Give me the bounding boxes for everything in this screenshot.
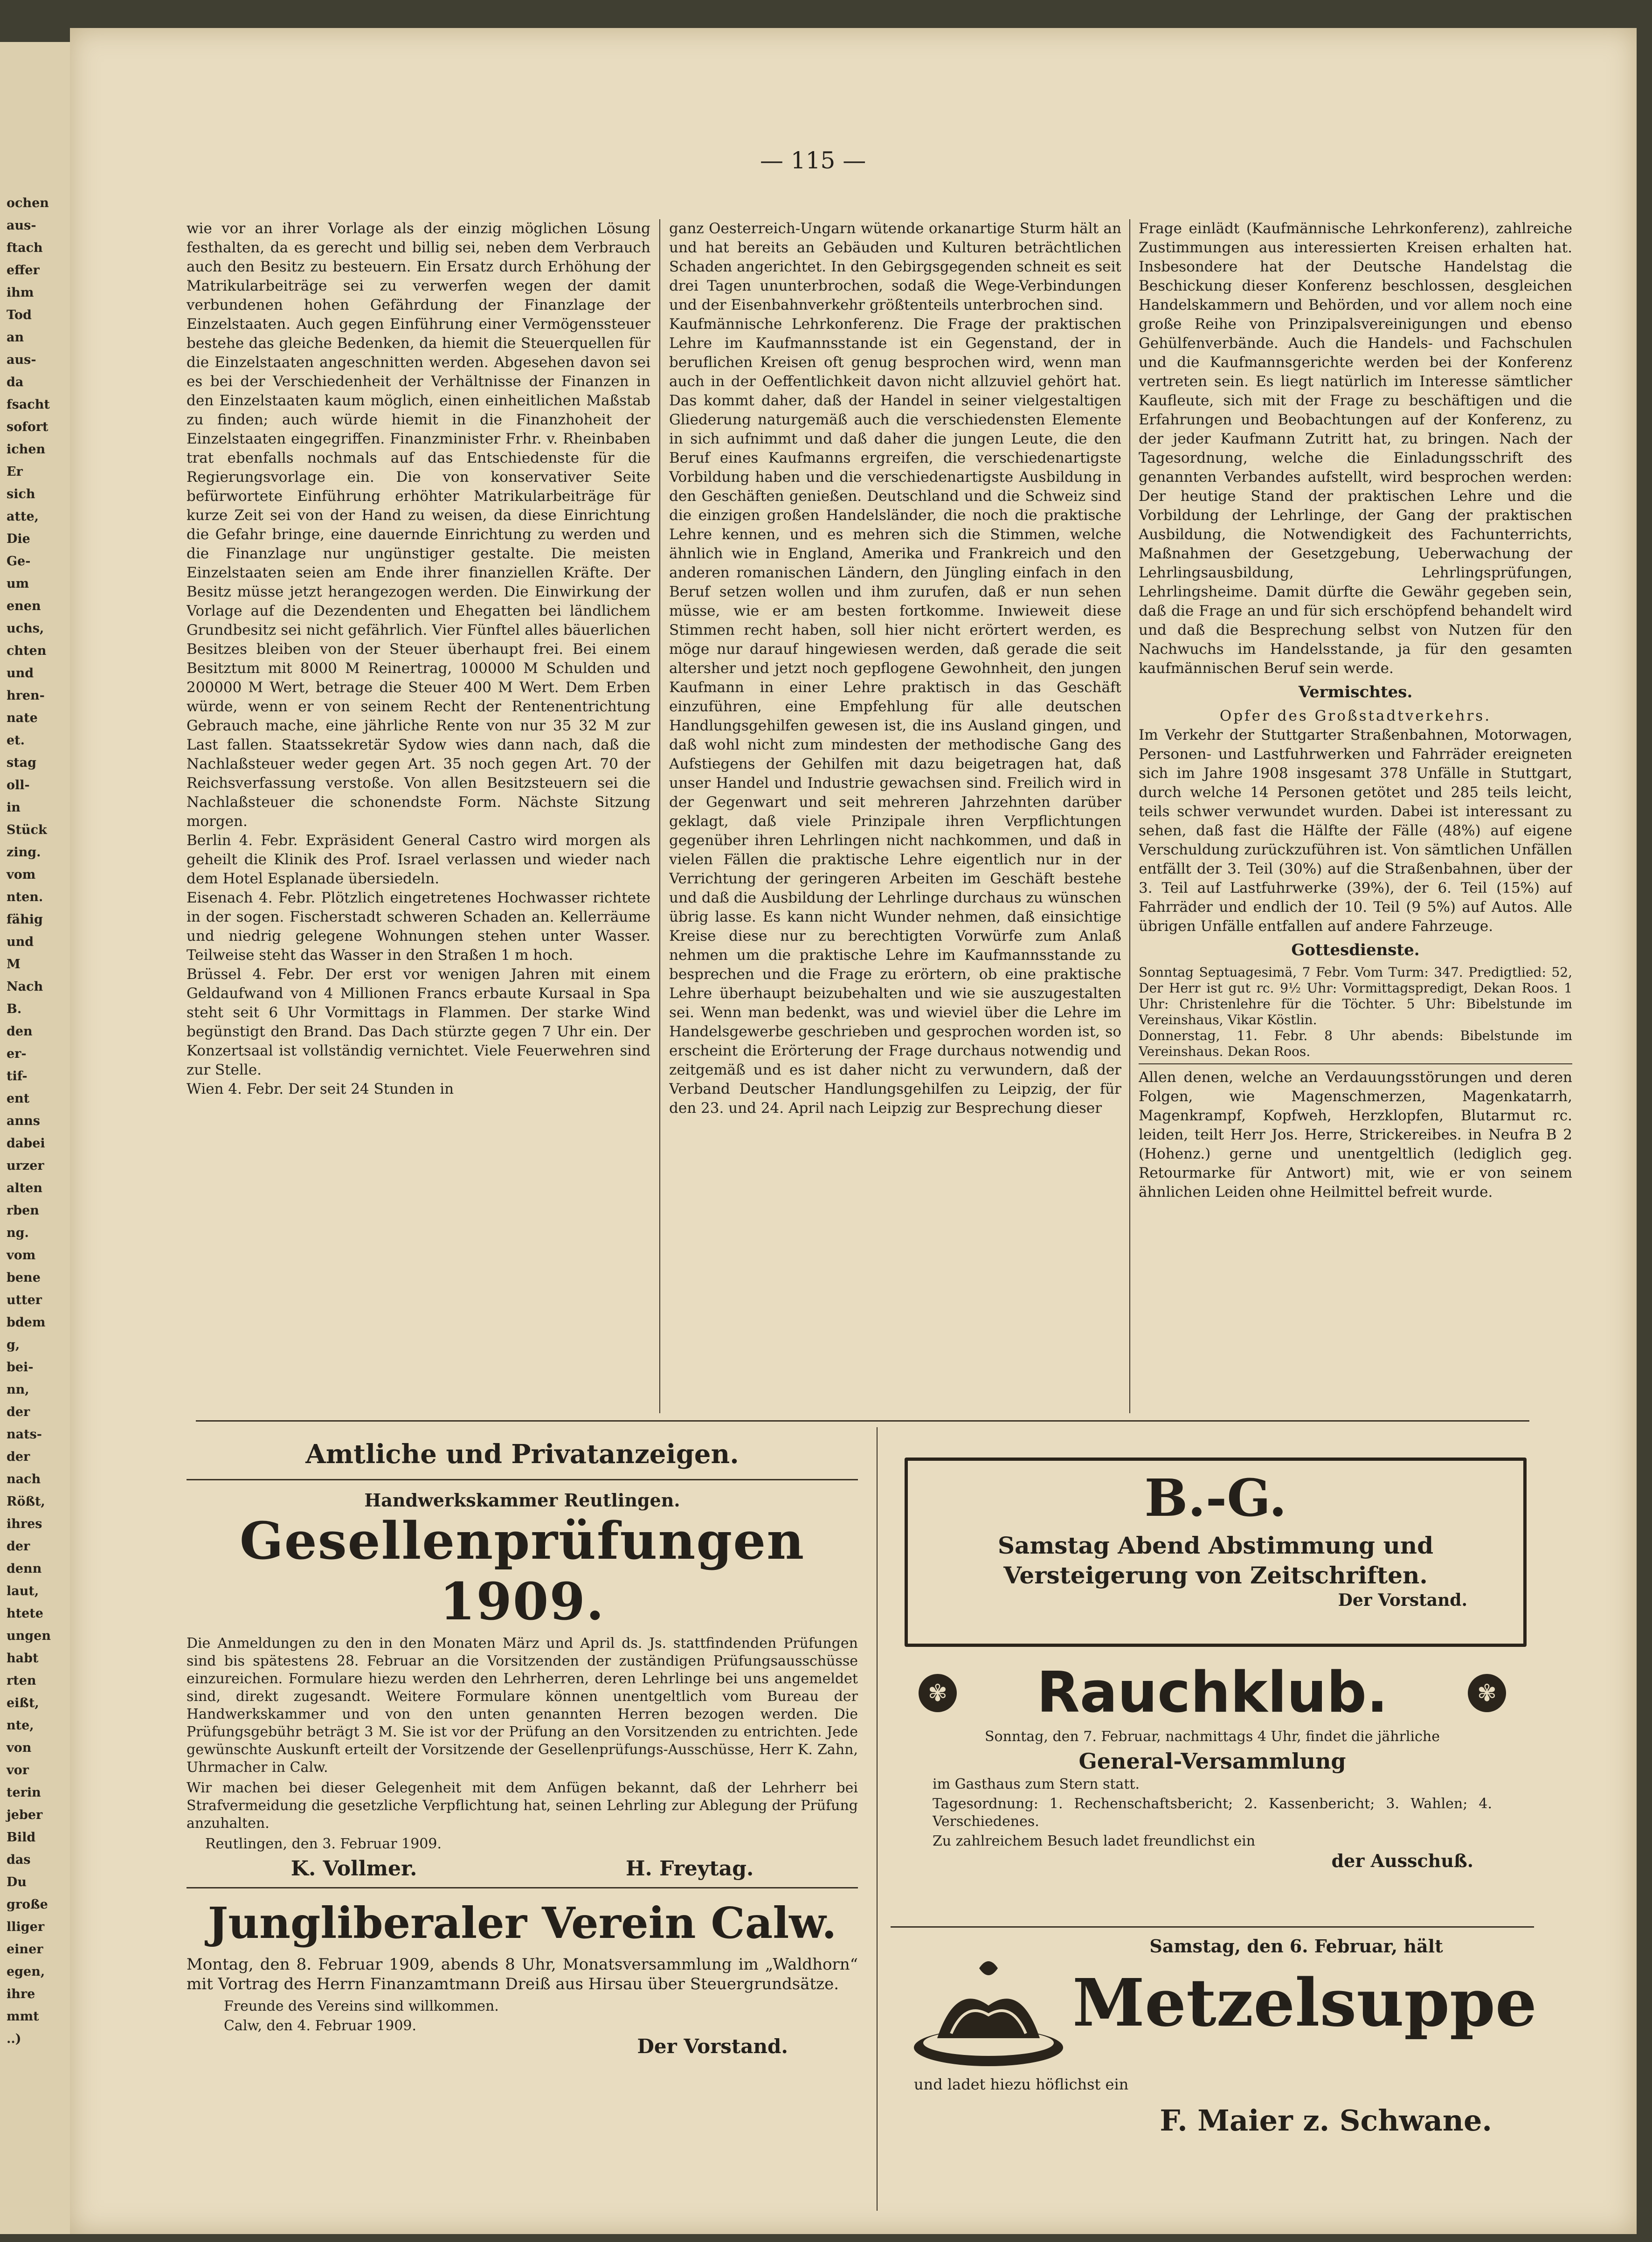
ads-divider	[196, 1420, 1529, 1422]
left-page-fragment: uchs,	[7, 621, 44, 636]
rauchklub-line1: Sonntag, den 7. Februar, nachmittags 4 Uhr, findet die jährliche	[985, 1728, 1440, 1745]
left-page-fragment: nate	[7, 711, 38, 725]
gesellenpruefungen-title: Gesellenprüfungen 1909.	[239, 1511, 805, 1631]
left-page-fragment: anns	[7, 1114, 40, 1128]
column-divider	[659, 219, 660, 1413]
divider	[1139, 1063, 1572, 1064]
sausage-platter-icon	[909, 1954, 1068, 2075]
left-page-fragment: htete	[7, 1606, 43, 1621]
left-page-fragment: oll-	[7, 778, 30, 792]
left-page-fragment: alten	[7, 1181, 43, 1195]
ad-rauchklub	[905, 1660, 1520, 1871]
left-page-fragment: egen,	[7, 1964, 45, 1979]
jungliberal-date: Calw, den 4. Februar 1909.	[224, 2018, 417, 2034]
left-page-fragment: Rößt,	[7, 1494, 45, 1509]
gesellenpruefungen-date: Reutlingen, den 3. Februar 1909.	[205, 1836, 442, 1852]
rauchklub-signature: der Ausschuß.	[1331, 1850, 1473, 1871]
left-page-fragment: nach	[7, 1472, 41, 1486]
jungliberal-title: Jungliberaler Verein Calw.	[207, 1898, 837, 1948]
ad-metzelsuppe	[905, 1936, 1537, 2197]
left-page-fragment: nten.	[7, 890, 43, 904]
gottesdienste-sunday: Sonntag Septuagesimä, 7 Febr. Vom Turm: 347. Predigtlied: 52, Der Herr ist gut rc. 9½ Uhr: Vormittagspredigt, Dekan Roos. 1 Uhr: Christenlehre für die Töchter. 5 Uhr: Bibelstunde im Vereinshaus, Vikar Köstlin.	[1139, 965, 1572, 1027]
left-page-fragment: einer	[7, 1942, 43, 1957]
left-page-fragment: rten	[7, 1673, 36, 1688]
bg-title: B.-G.	[1144, 1468, 1287, 1528]
metzelsuppe-signature: F. Maier z. Schwane.	[1160, 2103, 1492, 2138]
column-3	[1139, 219, 1572, 1413]
gesellenpruefungen-text: Die Anmeldungen zu den in den Monaten März und April ds. Js. stattfindenden Prüfungen sind bis spätestens 28. Februar an die Vorsitzenden der zuständigen Prüfungsausschüsse einzureichen. Formulare hiezu werden den Lehrherren, deren Lehrlinge bei uns angemeldet sind, direkt zugesandt. Weitere Formulare können unentgeltlich vom Bureau der Handwerkskammer und von den unten genannten Herren bezogen werden. Die Prüfungsgebühr beträgt 3 M. Sie ist vor der Prüfung an den Vorsitzenden zu entrichten. Jede gewünschte Auskunft erteilt der Vorsitzende der Gesellenprüfungs-Ausschüsse, Herr K. Zahn, Uhrmacher in Calw.	[187, 1635, 858, 1776]
divider	[187, 1887, 858, 1888]
notice-verdauung: Allen denen, welche an Verdauungsstörungen und deren Folgen, wie Magenschmerzen, Magenkatarrh, Magenkrampf, Kopfweh, Herzklopfen, Blutarmut rc. leiden, teilt Herr Jos. Herre, Strickereibes. in Neufra B 2 (Hohenz.) gerne und unentgeltlich (lediglich geg. Retourmarke für Antwort) mit, wie er von seinem ähnlichen Leiden ohne Heilmittel befreit wurde.	[1139, 1069, 1572, 1201]
article-finance: wie vor an ihrer Vorlage als der einzig möglichen Lösung festhalten, da es gerecht und billig sei, neben dem Verbrauch auch den Besitz zu besteuern. Ein Ersatz durch Erhöhung der Matrikularbeiträge sei zu verwerfen wegen der damit verbundenen hohen Gefährdung der Finanzlage der Einzelstaaten. Auch gegen Einführung einer Vermögenssteuer bestehe das gleiche Bedenken, da hiemit die Steuerquellen für die Einzelstaaten angeschnitten werden. Abgesehen davon sei es bei der Verschiedenheit der Verhältnisse der Finanzen in den Einzelstaaten kaum möglich, einen einheitlichen Maßstab zu finden; auch würde hiemit in die Finanzhoheit der Einzelstaaten eingegriffen. Finanzminister Frhr. v. Rheinbaben trat ebenfalls nochmals auf das Entschiedenste für die Regierungsvorlage ein. Die von konservativer Seite befürwortete Einführung erhöhter Matrikularbeiträge für kurze Zeit sei von der Hand zu weisen, da diese Einrichtung die Gefahr bringe, eine dauernde Einrichtung zu werden und die Finanzlage nur ungünstiger gestalte. Die meisten Einzelstaaten seien am Ende ihrer finanziellen Kräfte. Der Besitz müsse jetzt herangezogen werden. Die Einwirkung der Vorlage auf die Dezendenten und Ehegatten bei ländlichem Grundbesitz sei nicht gefährlich. Vier Fünftel alles bäuerlichen Besitzes bleiben von der Steuer überhaupt frei. Bei einem Besitztum mit 8000 M Reinertrag, 100000 M Schulden und 200000 M Wert, betrage die Steuer 400 M Wert. Dem Erben würde, wenn er von seinem Recht der Rentenentrichtung Gebrauch mache, eine jährliche Rente von nur 35 32 M zur Last fallen. Staatssekretär Sydow wies dann nach, daß die Nachlaßsteuer weder gegen Art. 35 noch gegen Art. 70 der Reichsverfassung verstoße. Von allen Besitzsteuern sei die Nachlaßsteuer die schonendste Form. Nächste Sitzung morgen.	[187, 220, 650, 830]
divider	[891, 1926, 1534, 1928]
article-lehrkonferenz-cont: Frage einlädt (Kaufmännische Lehrkonferenz), zahlreiche Zustimmungen aus interessierten Kreisen erhalten hat. Insbesondere hat der Deutsche Handelstag die Beschickung dieser Konferenz beschlossen, desgleichen Handelskammern und Behörden, und vor allem noch eine große Reihe von Prinzipalsvereinigungen und ebenso Gehülfenverbände. Auch die Handels- und Fachschulen und die Kaufmannsgerichte werden bei der Konferenz vertreten sein. Es liegt natürlich im Interesse sämtlicher Kaufleute, sich mit der Frage zu beschäftigen und die Erfahrungen und Beobachtungen auf der Konferenz, zu der jeder Kaufmann Zutritt hat, zu bringen. Nach der Tagesordnung, welche die Einladungsschrift des genannten Verbandes aufstellt, wird besprochen werden: Der heutige Stand der praktischen Lehre und die Vorbildung der Lehrlinge, der Gang der praktischen Ausbildung, die Notwendigkeit des Fachunterrichts, Maßnahmen der Gesetzgebung, Ueberwachung der Lehrlingsausbildung, Lehrlingsprüfungen, Lehrlingsheime. Damit dürfte die Gewähr gegeben sein, daß die Frage an und für sich erschöpfend behandelt wird und daß die Besprechung selbst von Nutzen für den Nachwuchs im Handelsstande, ja für den gesamten kaufmännischen Beruf sein werde.	[1139, 220, 1572, 677]
article-wien: Wien 4. Febr. Der seit 24 Stunden in	[187, 1081, 454, 1097]
bg-line2: Versteigerung von Zeitschriften.	[1003, 1562, 1428, 1589]
article-lehrkonferenz: Kaufmännische Lehrkonferenz. Die Frage der praktischen Lehre im Kaufmannsstande ist ein Gegenstand, der in beruflichen Kreisen oft genug besprochen wird, wenn man auch in der Oeffentlichkeit davon nicht allzuviel gehört hat. Das kommt daher, daß der Handel in seiner vielgestaltigen Gliederung naturgemäß auch die verschiedensten Elemente in sich aufnimmt und daß daher die jungen Leute, die den Beruf eines Kaufmanns ergreifen, die verschiedenartigste Vorbildung haben und die verschiedenartigste Ausbildung in den Geschäften genießen. Deutschland und die Schweiz sind die einzigen großen Handelsländer, die noch die praktische Lehre kennen, und es mehren sich die Stimmen, welche ähnlich wie in England, Amerika und Frankreich und den anderen romanischen Ländern, den Jüngling einfach in den Beruf setzen wollen und ihm zurufen, daß er nun sehen müsse, wie er am besten fortkomme. Inwieweit diese Stimmen recht haben, soll hier nicht erörtert werden, es möge nur darauf hingewiesen werden, daß gerade die seit altersher und jetzt noch gepflogene Gewohnheit, den jungen Kaufmann in einer Lehre praktisch in das Geschäft einzuführen, eine Empfehlung für alle deutschen Handlungsgehilfen gewesen ist, die ins Ausland gingen, und daß wohl nicht zum mindesten der methodische Gang des Aufstiegens der Gehilfen mit dazu beigetragen hat, daß unser Handel und Industrie gewachsen sind. Freilich wird in der Gegenwart und seit mehreren Jahrzehnten darüber geklagt, daß viele Prinzipale ihren Verpflichtungen gegenüber ihren Lehrlingen nicht nachkommen, und daß in vielen Fällen die praktische Lehre eigentlich nur in der Verrichtung der geringeren Arbeiten im Geschäft bestehe und daß die Ausbildung der Lehrlinge durchaus zu wünschen übrig lasse. Es kann nicht Wunder nehmen, daß einsichtige Kreise diese nur zu berechtigten Vorwürfe zum Anlaß nehmen um die praktische Lehre im Kaufmannsstande zu besprechen und die Frage zu erörtern, ob eine praktische Lehre überhaupt beizubehalten und wie sie auszugestalten sei. Wenn man bedenkt, was und wieviel über die Lehre im Handelsgewerbe geschrieben und gesprochen worden ist, so erscheint die Erörterung der Frage durchaus notwendig und zeitgemäß und es ist daher nicht zu verwundern, daß der Verband Deutscher Handlungsgehilfen zu Leipzig, der für den 23. und 24. April nach Leipzig zur Besprechung dieser	[669, 316, 1121, 1117]
left-page-fragment: hren-	[7, 688, 45, 703]
left-page-fragment: urzer	[7, 1159, 44, 1173]
left-page-fragment: bdem	[7, 1315, 46, 1330]
left-page-fragment: M	[7, 957, 21, 972]
left-page-fragment: g,	[7, 1338, 20, 1352]
left-page-fragment: stag	[7, 756, 37, 770]
left-page-fragment: ng.	[7, 1226, 29, 1240]
left-page-fragment: den	[7, 1024, 33, 1039]
left-page-fragment: ihm	[7, 285, 34, 300]
left-page-fragment: fsacht	[7, 397, 50, 412]
left-page-fragment: jeber	[7, 1808, 43, 1822]
left-page-fragment: das	[7, 1853, 31, 1867]
article-bruessel: Brüssel 4. Febr. Der erst vor wenigen Jahren mit einem Geldaufwand von 4 Millionen Francs erbaute Kursaal in Spa steht seit 6 Uhr Vormittags in Flammen. Der starke Wind begünstigt den Brand. Das Dach stürzte gegen 7 Uhr ein. Der Konzertsaal ist vollständig vernichtet. Viele Feuerwehren sind zur Stelle.	[187, 966, 650, 1078]
amtliche-heading: Amtliche und Privatanzeigen.	[305, 1439, 739, 1470]
left-page-fragment: vom	[7, 868, 36, 882]
jungliberal-text: Montag, den 8. Februar 1909, abends 8 Uhr, Monatsversammlung im „Waldhorn“ mit Vortrag des Herrn Finanzamtmann Dreiß aus Hirsau über Steuergrundsätze.	[187, 1955, 858, 1993]
left-page-fragment: ent	[7, 1091, 30, 1106]
club-emblem-icon: ✾	[1468, 1674, 1506, 1712]
gottesdienste-thursday: Donnerstag, 11. Febr. 8 Uhr abends: Bibelstunde im Vereinshaus. Dekan Roos.	[1139, 1028, 1572, 1059]
left-page-fragment: Bild	[7, 1830, 36, 1845]
left-page-fragment: laut,	[7, 1584, 39, 1598]
rauchklub-sub: General-Versammlung	[1078, 1749, 1346, 1774]
left-page-fragment: enen	[7, 599, 41, 613]
left-page-fragment: dabei	[7, 1136, 45, 1151]
vermischtes-title: Opfer des Großstadtverkehrs.	[1219, 708, 1492, 724]
jungliberal-signature: Der Vorstand.	[637, 2035, 788, 2058]
page-number: — 115 —	[760, 147, 866, 174]
column-2	[669, 219, 1121, 1413]
left-page-fragment: nats-	[7, 1427, 42, 1442]
article-sturm: ganz Oesterreich-Ungarn wütende orkanartige Sturm hält an und hat bereits an Gebäuden und Kulturen beträchtlichen Schaden angerichtet. In den Gebirgsgegenden schneit es seit drei Tagen ununterbrochen, sodaß die Wege-Verbindungen und der Eisenbahnverkehr größtenteils unterbrochen sind.	[669, 220, 1121, 313]
left-page-fragment: Du	[7, 1875, 27, 1889]
left-page-fragment: der	[7, 1539, 30, 1554]
newspaper-page	[70, 28, 1637, 2234]
left-page-fragment: fähig	[7, 912, 43, 927]
left-page-fragment: ichen	[7, 442, 46, 457]
ads-divider-vertical	[877, 1427, 878, 2211]
left-page-fragment: in	[7, 800, 21, 815]
left-page-fragment: lliger	[7, 1920, 45, 1934]
left-page-fragment: ..)	[7, 2032, 21, 2046]
left-page-fragment: Nach	[7, 979, 43, 994]
left-page-fragment: sich	[7, 487, 35, 501]
left-page-fragment: chten	[7, 644, 47, 658]
left-page-fragment: bene	[7, 1270, 41, 1285]
left-page-fragment: vor	[7, 1763, 29, 1777]
rauchklub-line3: Tagesordnung: 1. Rechenschaftsbericht; 2. Kassenbericht; 3. Wahlen; 4. Verschiedenes.	[933, 1796, 1492, 1830]
left-page-edge	[0, 42, 70, 2234]
heading-vermischtes: Vermischtes.	[1298, 683, 1413, 701]
left-page-fragment: B.	[7, 1002, 22, 1016]
left-page-fragment: aus-	[7, 353, 36, 367]
left-page-fragment: an	[7, 330, 24, 345]
left-page-fragment: ftach	[7, 241, 43, 255]
left-page-fragment: und	[7, 935, 34, 949]
left-page-fragment: terin	[7, 1785, 41, 1800]
rauchklub-line2: im Gasthaus zum Stern statt.	[933, 1776, 1140, 1792]
left-page-fragment: Er	[7, 465, 23, 479]
column-1	[187, 219, 650, 1413]
ad-bg-box	[905, 1458, 1527, 1647]
left-page-fragment: Tod	[7, 308, 32, 322]
left-page-fragment: aus-	[7, 218, 36, 233]
left-page-fragment: Stück	[7, 823, 47, 837]
left-page-fragment: ihres	[7, 1517, 42, 1531]
column-divider	[1129, 219, 1130, 1413]
left-page-fragment: um	[7, 576, 29, 591]
left-page-fragment: habt	[7, 1651, 39, 1666]
left-page-fragment: nte,	[7, 1718, 34, 1733]
left-page-fragment: mmt	[7, 2009, 39, 2024]
left-page-fragment: sofort	[7, 420, 48, 434]
left-page-fragment: ungen	[7, 1629, 51, 1643]
left-page-fragment: bei-	[7, 1360, 34, 1374]
left-page-fragment: denn	[7, 1562, 42, 1576]
left-page-fragment: er-	[7, 1047, 27, 1061]
metzelsuppe-line1: Samstag, den 6. Februar, hält	[1149, 1936, 1443, 1957]
left-page-fragment: und	[7, 666, 34, 680]
left-page-fragment: große	[7, 1897, 48, 1912]
club-emblem-icon: ✾	[919, 1674, 957, 1712]
left-page-fragment: zing.	[7, 845, 41, 860]
heading-gottesdienste: Gottesdienste.	[1291, 941, 1420, 959]
left-page-fragment: der	[7, 1405, 30, 1419]
ads-left	[187, 1439, 858, 2204]
signature-freytag: H. Freytag.	[625, 1857, 754, 1881]
left-page-fragment: rben	[7, 1203, 39, 1218]
bg-line1: Samstag Abend Abstimmung und	[997, 1532, 1434, 1559]
article-berlin: Berlin 4. Febr. Expräsident General Castro wird morgen als geheilt die Klinik des Prof. Israel verlassen und wieder nach dem Hotel Esplanade übersiedeln.	[187, 832, 650, 887]
left-page-fragment: ochen	[7, 196, 49, 210]
rauchklub-line4: Zu zahlreichem Besuch ladet freundlichst ein	[933, 1833, 1256, 1849]
left-page-fragment: der	[7, 1450, 30, 1464]
divider	[187, 1479, 858, 1480]
metzelsuppe-line2: und ladet hiezu höflichst ein	[914, 2075, 1129, 2093]
left-page-fragment: da	[7, 375, 24, 389]
left-page-fragment: et.	[7, 733, 25, 748]
left-page-fragment: vom	[7, 1248, 36, 1263]
left-page-fragment: Ge-	[7, 554, 31, 569]
metzelsuppe-title: Metzelsuppe	[1072, 1965, 1537, 2041]
hwk-heading: Handwerkskammer Reutlingen.	[364, 1490, 680, 1511]
vermischtes-text: Im Verkehr der Stuttgarter Straßenbahnen, Motorwagen, Personen- und Lastfuhrwerken und Fahrräder ereigneten sich im Jahre 1908 insgesamt 378 Unfälle in Stuttgart, durch welche 14 Personen getötet und 285 teils leicht, teils schwer verwundet wurden. Dabei ist interessant zu sehen, daß fast die Hälfte der Fälle (48%) auf eigene Verschuldung zurückzuführen ist. Von sämtlichen Unfällen entfällt der 3. Teil (30%) auf die Straßenbahnen, über der 3. Teil auf Lastfuhrwerke (39%), der 6. Teil (15%) auf Fahrräder und endlich der 10. Teil (9 5%) auf Autos. Alle übrigen Unfälle entfallen auf andere Fahrzeuge.	[1139, 727, 1572, 935]
bg-signature: Der Vorstand.	[1338, 1590, 1467, 1610]
left-page-fragment: utter	[7, 1293, 42, 1307]
gesellenpruefungen-text2: Wir machen bei dieser Gelegenheit mit dem Anfügen bekannt, daß der Lehrherr bei Strafvermeidung die gesetzliche Verpflichtung hat, seinen Lehrling zur Ablegung der Prüfung anzuhalten.	[187, 1780, 858, 1832]
left-page-fragment: Die	[7, 532, 30, 546]
jungliberal-text2: Freunde des Vereins sind willkommen.	[224, 1998, 499, 2014]
left-page-fragment: tif-	[7, 1069, 28, 1083]
left-page-fragment: effer	[7, 263, 40, 278]
left-page-fragment: ihre	[7, 1987, 35, 2001]
left-page-fragment: nn,	[7, 1382, 29, 1397]
signature-vollmer: K. Vollmer.	[290, 1857, 417, 1881]
left-page-fragment: eißt,	[7, 1696, 39, 1710]
article-eisenach: Eisenach 4. Febr. Plötzlich eingetretenes Hochwasser richtete in der sogen. Fischerstadt schweren Schaden an. Kellerräume und niedrig gelegene Wohnungen stehen unter Wasser. Teilweise steht das Wasser in den Straßen 1 m hoch.	[187, 889, 650, 964]
left-page-fragment: von	[7, 1741, 32, 1755]
rauchklub-title: Rauchklub.	[1037, 1660, 1388, 1725]
left-page-fragment: atte,	[7, 509, 39, 524]
